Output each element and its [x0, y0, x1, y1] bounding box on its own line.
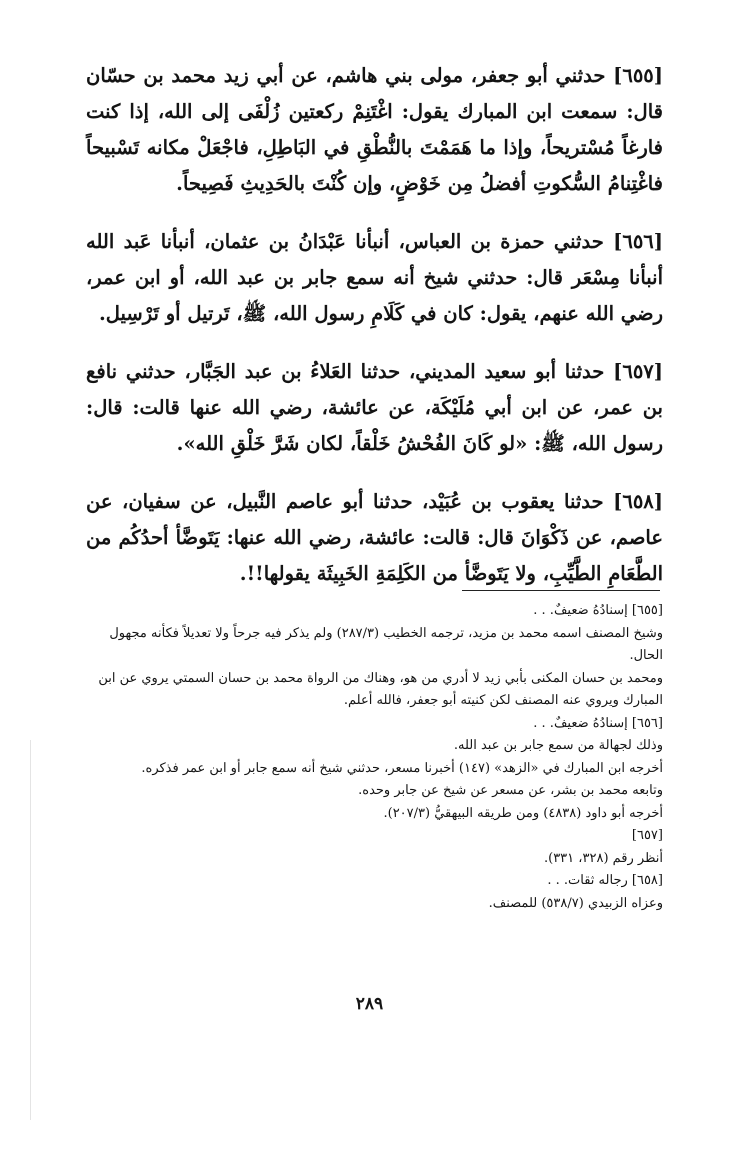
page-number: ٢٨٩	[355, 994, 384, 1014]
footnote-655-line-2: ومحمد بن حسان المكنى بأبي زيد لا أدري من هو، وهناك من الرواة محمد بن حسان السمتي يروي عن ابن المبارك ويروي عنه المصنف لكن كنيته أبو جعفر، فالله أعلم.	[98, 670, 663, 708]
footnote-655-line-1: وشيخ المصنف اسمه محمد بن مزيد، ترجمه الخطيب (٢٨٧/٣) ولم يذكر فيه جرحاً ولا تعديلاً فكأنه مجهول الحال.	[109, 625, 663, 663]
footnote-658-heading: [٦٥٨] رجاله ثقات. . .	[547, 873, 663, 888]
footnote-657-heading: [٦٥٧]	[631, 828, 663, 843]
footnote-656-heading: [٦٥٦] إسنادُهُ ضعيفٌ. . .	[533, 715, 663, 731]
hadith-657: [٦٥٧] حدثنا أبو سعيد المديني، حدثنا العَلاءُ بن عبد الجَبَّار، حدثني نافع بن عمر، عن ابن أبي مُلَيْكَة، عن عائشة، رضي الله عنها قالت: قال: رسول الله، ﷺ: «لو كَانَ الفُحْشُ خَلْقاً، لكان شَرَّ خَلْقِ الله».	[86, 360, 663, 455]
footnote-separator	[462, 590, 660, 591]
hadith-658: [٦٥٨] حدثنا يعقوب بن عُبَيْد، حدثنا أبو عاصم النَّبيل، عن سفيان، عن عاصم، عن ذَكْوَانَ قال: قالت: عائشة، رضي الله عنها: يَتَوضَّأ أحدُكُم من الطَّعَامِ الطَّيِّبِ، ولا يَتَوضَّأ من الكَلِمَةِ الخَبِيثَة يقولها!!.	[86, 490, 663, 585]
footnote-657-line-1: أنظر رقم (٣٢٨، ٣٣١).	[543, 850, 663, 866]
hadith-656: [٦٥٦] حدثني حمزة بن العباس، أنبأنا عَبْدَانُ بن عثمان، أنبأنا عَبد الله أنبأنا مِسْعَر قال: حدثني شيخ أنه سمع جابر بن عبد الله، أو ابن عمر، رضي الله عنهم، يقول: كان في كَلَامِ رسول الله، ﷺ، تَرتيل أو تَرْسِيل.	[86, 230, 663, 325]
footnote-655-heading: [٦٥٥] إسنادُهُ ضعيفٌ. . .	[533, 603, 663, 618]
footnote-656-line-1: وذلك لجهالة من سمع جابر بن عبد الله.	[453, 738, 663, 753]
footnote-658-line-1: وعزاه الزبيدي (٥٣٨/٧) للمصنف.	[488, 895, 663, 911]
scan-edge-line	[30, 740, 31, 1120]
footnotes	[86, 600, 663, 915]
footnote-656-line-4: أخرجه أبو داود (٤٨٣٨) ومن طريقه البيهقيُّ (٢٠٧/٣).	[383, 805, 663, 821]
main-text	[86, 58, 663, 614]
footnote-656-line-3: وتابعه محمد بن بشر، عن مسعر عن شيخ عن جابر وحده.	[358, 783, 663, 798]
footnote-656-line-2: أخرجه ابن المبارك في «الزهد» (١٤٧) أخبرنا مسعر، حدثني شيخ أنه سمع جابر أو ابن عمر فذكره.	[141, 760, 663, 776]
hadith-655: [٦٥٥] حدثني أبو جعفر، مولى بني هاشم، عن أبي زيد محمد بن حسّان قال: سمعت ابن المبارك يقول: اغْتَنِمْ ركعتين زُلْفَى إلى الله، إذا كنت فارغاً مُسْتريحاً، وإذا ما هَمَمْتَ بالنُّطْقِ في البَاطِلِ، فاجْعَلْ مكانه تَسْبيحاً فاغْتِنامُ السُّكوتِ أفضلُ مِن خَوْضٍ، وإن كُنْتَ بالحَدِيثِ فَصِيحاً.	[86, 64, 663, 195]
